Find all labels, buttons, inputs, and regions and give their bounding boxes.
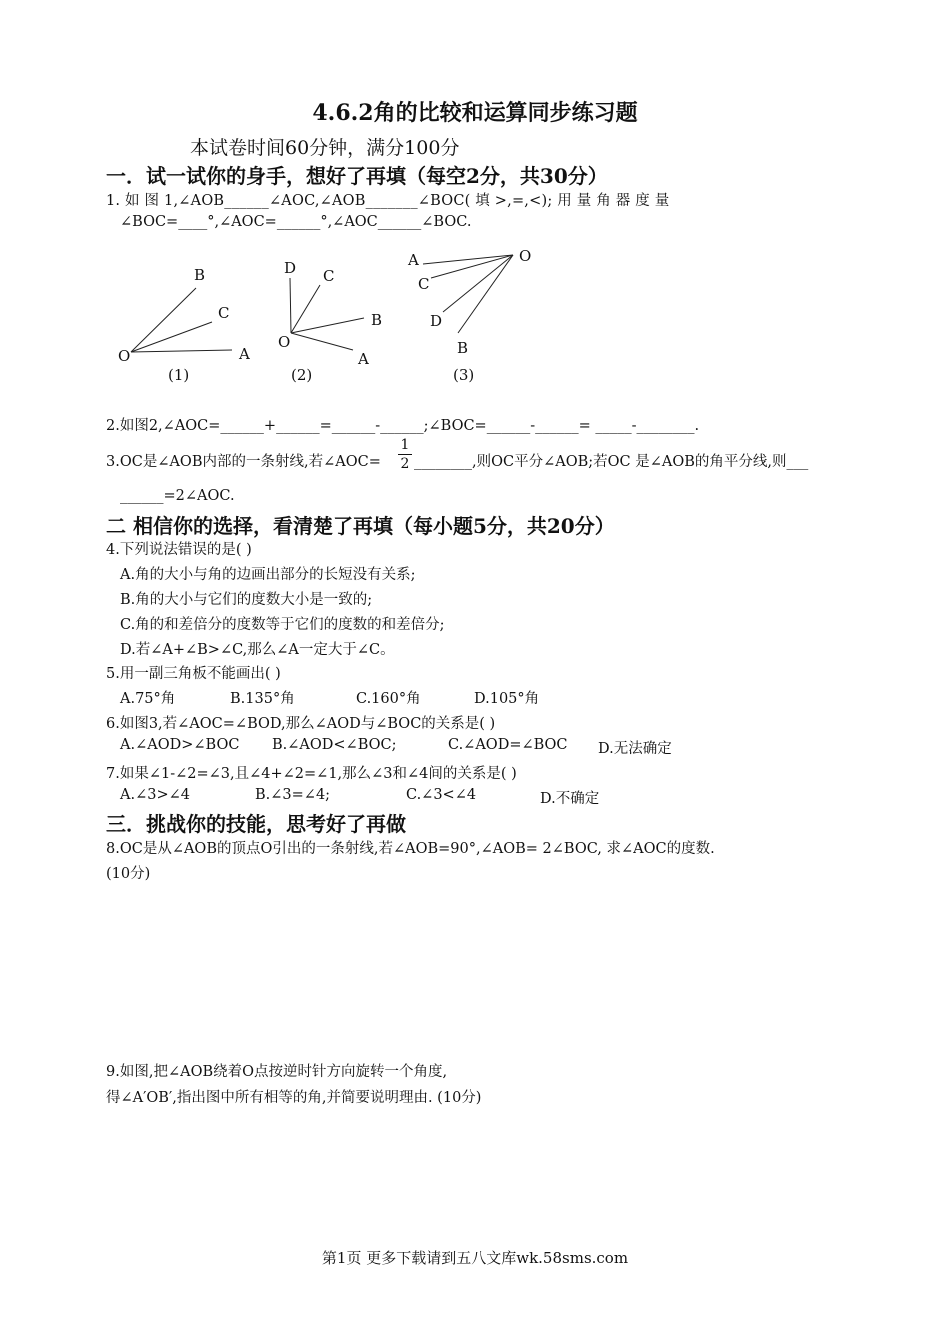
fig3-label-c: C bbox=[418, 275, 430, 293]
fig2-label-c: C bbox=[323, 267, 335, 285]
fig2-label-b: B bbox=[371, 311, 383, 329]
question-4: 4.下列说法错误的是( ) bbox=[106, 542, 252, 558]
question-9-line1: 9.如图,把∠AOB绕着O点按逆时针方向旋转一个角度, bbox=[106, 1064, 448, 1080]
q6-option-b: B.∠AOD<∠BOC; bbox=[272, 737, 397, 753]
page-title: 4.6.2角的比较和运算同步练习题 bbox=[312, 100, 638, 126]
q4-option-c: C.角的和差倍分的度数等于它们的度数的和差倍分; bbox=[120, 617, 445, 633]
angle-figures bbox=[0, 240, 950, 390]
fig3-label-a: A bbox=[408, 251, 419, 269]
fraction-numerator: 1 bbox=[400, 437, 410, 453]
question-8-line2: (10分) bbox=[106, 866, 151, 882]
question-3-post: ________,则OC平分∠AOB;若OC 是∠AOB的角平分线,则___ bbox=[414, 454, 809, 470]
q7-option-b: B.∠3=∠4; bbox=[255, 787, 331, 803]
q7-option-a: A.∠3>∠4 bbox=[120, 787, 190, 803]
section2-heading: 二 相信你的选择，看清楚了再填（每小题5分，共20分） bbox=[106, 514, 615, 538]
fig2-caption: (2) bbox=[291, 366, 313, 384]
q6-option-d: D.无法确定 bbox=[598, 741, 672, 757]
question-7: 7.如果∠1-∠2=∠3,且∠4+∠2=∠1,那么∠3和∠4间的关系是( ) bbox=[106, 766, 517, 782]
fig1-caption: (1) bbox=[168, 366, 190, 384]
figure-2 bbox=[290, 278, 364, 350]
question-2: 2.如图2,∠AOC=______+______=______-______;∠BOC=______-______= _____-________. bbox=[106, 418, 700, 434]
fig1-label-c: C bbox=[218, 304, 230, 322]
exam-info: 本试卷时间60分钟，满分100分 bbox=[190, 137, 460, 159]
page-footer: 第1页 更多下载请到五八文库wk.58sms.com bbox=[321, 1249, 629, 1267]
q4-option-a: A.角的大小与角的边画出部分的长短没有关系; bbox=[120, 567, 416, 583]
question-3-pre: 3.OC是∠AOB内部的一条射线,若∠AOC= bbox=[106, 454, 381, 470]
q4-option-b: B.角的大小与它们的度数大小是一致的; bbox=[120, 592, 373, 608]
question-3-line2: ______=2∠AOC. bbox=[120, 488, 235, 504]
fig3-label-o: O bbox=[519, 247, 532, 265]
section3-heading: 三．挑战你的技能，思考好了再做 bbox=[106, 812, 406, 836]
q7-option-d: D.不确定 bbox=[540, 791, 600, 807]
fig1-label-b: B bbox=[194, 266, 206, 284]
q5-option-d: D.105°角 bbox=[474, 691, 540, 707]
q6-option-a: A.∠AOD>∠BOC bbox=[120, 737, 240, 753]
fig1-label-a: A bbox=[239, 345, 250, 363]
q4-option-d: D.若∠A+∠B>∠C,那么∠A一定大于∠C。 bbox=[120, 642, 395, 658]
fig1-label-o: O bbox=[118, 347, 131, 365]
fig3-label-b: B bbox=[457, 339, 469, 357]
figure-1 bbox=[131, 288, 232, 352]
q5-option-b: B.135°角 bbox=[230, 691, 295, 707]
fig3-caption: (3) bbox=[453, 366, 475, 384]
section1-heading: 一．试一试你的身手，想好了再填（每空2分，共30分） bbox=[106, 164, 608, 188]
question-5: 5.用一副三角板不能画出( ) bbox=[106, 666, 281, 682]
fig2-label-d: D bbox=[284, 259, 297, 277]
question-8-line1: 8.OC是从∠AOB的顶点O引出的一条射线,若∠AOB=90°,∠AOB= 2∠BOC, 求∠AOC的度数. bbox=[106, 841, 715, 857]
q7-option-c: C.∠3<∠4 bbox=[406, 787, 477, 803]
q6-option-c: C.∠AOD=∠BOC bbox=[448, 737, 568, 753]
fig2-label-a: A bbox=[358, 350, 369, 368]
question-6: 6.如图3,若∠AOC=∠BOD,那么∠AOD与∠BOC的关系是( ) bbox=[106, 716, 496, 732]
question-1-line2: ∠BOC=____°,∠AOC=______°,∠AOC______∠BOC. bbox=[120, 214, 472, 230]
question-1-line1: 1. 如 图 1,∠AOB______∠AOC,∠AOB_______∠BOC( 填 >,=,<); 用 量 角 器 度 量 bbox=[106, 193, 670, 209]
one-half-fraction bbox=[398, 437, 412, 472]
fig3-label-d: D bbox=[430, 312, 443, 330]
question-9-line2: 得∠A′OB′,指出图中所有相等的角,并简要说明理由. (10分) bbox=[106, 1090, 482, 1106]
fig2-label-o: O bbox=[278, 333, 291, 351]
q5-option-c: C.160°角 bbox=[356, 691, 421, 707]
q5-option-a: A.75°角 bbox=[120, 691, 176, 707]
fraction-denominator: 2 bbox=[400, 456, 410, 472]
